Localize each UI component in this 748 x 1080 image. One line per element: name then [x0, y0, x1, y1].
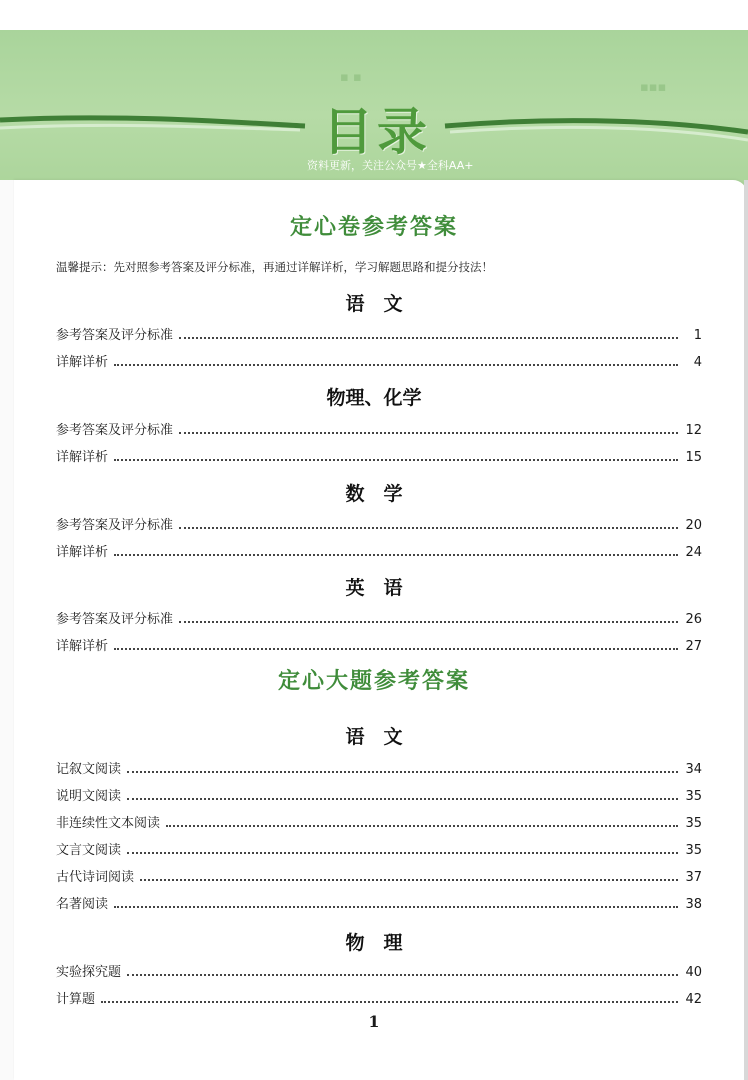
toc-entry-page: 40 — [685, 965, 702, 980]
toc-entry[interactable] — [56, 445, 702, 465]
section-title: 定心卷参考答案 — [289, 215, 458, 240]
subject-heading: 英 语 — [345, 577, 403, 599]
dot-leader — [179, 620, 678, 623]
toc-entry-label: 详解详析 — [56, 355, 109, 370]
page-number: 1 — [368, 1012, 380, 1031]
subject-heading: 物理、化学 — [326, 387, 422, 409]
dot-leader — [114, 363, 678, 366]
toc-entry-page: 4 — [693, 355, 702, 370]
toc-entry[interactable] — [56, 513, 702, 533]
toc-entry[interactable] — [56, 838, 702, 858]
toc-entry-label: 参考答案及评分标准 — [56, 328, 174, 343]
toc-entry-label: 非连续性文本阅读 — [56, 816, 161, 831]
toc-entry-label: 记叙文阅读 — [56, 762, 122, 777]
subject-heading: 语 文 — [345, 726, 403, 748]
dot-leader — [127, 770, 678, 773]
toc-entry-page: 1 — [693, 328, 702, 343]
toc-entry-label: 参考答案及评分标准 — [56, 423, 174, 438]
dot-leader — [127, 797, 678, 800]
toc-entry[interactable] — [56, 323, 702, 343]
page-subtitle: 资料更新，关注公众号★全科AA+ — [307, 159, 474, 172]
toc-entry-page: 27 — [685, 639, 702, 654]
toc-entry-page: 35 — [685, 843, 702, 858]
toc-entry[interactable] — [56, 811, 702, 831]
dot-leader — [114, 553, 678, 556]
toc-entry[interactable] — [56, 418, 702, 438]
toc-entry-label: 详解详析 — [56, 545, 109, 560]
toc-entry-label: 实验探究题 — [56, 965, 122, 980]
dot-leader — [127, 851, 678, 854]
toc-entry-label: 计算题 — [56, 992, 96, 1007]
toc-entry[interactable] — [56, 540, 702, 560]
toc-entry-label: 参考答案及评分标准 — [56, 612, 174, 627]
toc-entry[interactable] — [56, 892, 702, 912]
subject-heading: 数 学 — [345, 483, 403, 505]
tip-text: 温馨提示：先对照参考答案及评分标准，再通过详解详析，学习解题思路和提分技法！ — [56, 260, 493, 274]
toc-entry-page: 24 — [685, 545, 702, 560]
toc-entry-page: 34 — [685, 762, 702, 777]
toc-entry[interactable] — [56, 987, 702, 1007]
toc-entry-page: 26 — [685, 612, 702, 627]
toc-entry-page: 35 — [685, 789, 702, 804]
toc-entry-label: 说明文阅读 — [56, 789, 122, 804]
toc-entry-page: 20 — [685, 518, 702, 533]
toc-entry-label: 详解详析 — [56, 450, 109, 465]
dot-leader — [114, 647, 678, 650]
toc-entry[interactable] — [56, 350, 702, 370]
toc-entry-page: 37 — [685, 870, 702, 885]
page-title: 目录 — [323, 103, 431, 161]
toc-entry-label: 名著阅读 — [56, 897, 109, 912]
dot-leader — [127, 973, 678, 976]
subject-heading: 语 文 — [345, 293, 403, 315]
toc-entry[interactable] — [56, 784, 702, 804]
dot-leader — [179, 431, 678, 434]
toc-entry-label: 参考答案及评分标准 — [56, 518, 174, 533]
section-title: 定心大题参考答案 — [277, 669, 470, 694]
subject-heading: 物 理 — [345, 932, 403, 954]
dot-leader — [179, 526, 678, 529]
toc-entry-page: 42 — [685, 992, 702, 1007]
dot-leader — [101, 1000, 678, 1003]
toc-entry-page: 12 — [685, 423, 702, 438]
toc-entry-label: 详解详析 — [56, 639, 109, 654]
dot-leader — [166, 824, 678, 827]
dot-leader — [114, 905, 678, 908]
toc-entry-page: 15 — [685, 450, 702, 465]
bleed-through-text: ▪ ▪ — [340, 70, 362, 85]
toc-entry[interactable] — [56, 607, 702, 627]
dot-leader — [140, 878, 678, 881]
toc-entry-label: 古代诗词阅读 — [56, 870, 135, 885]
bleed-through-text: ▪▪▪ — [640, 80, 667, 95]
dot-leader — [179, 336, 678, 339]
toc-entry[interactable] — [56, 757, 702, 777]
toc-entry[interactable] — [56, 865, 702, 885]
toc-entry-label: 文言文阅读 — [56, 843, 122, 858]
toc-entry[interactable] — [56, 960, 702, 980]
dot-leader — [114, 458, 678, 461]
toc-entry-page: 38 — [685, 897, 702, 912]
toc-entry-page: 35 — [685, 816, 702, 831]
toc-entry[interactable] — [56, 634, 702, 654]
